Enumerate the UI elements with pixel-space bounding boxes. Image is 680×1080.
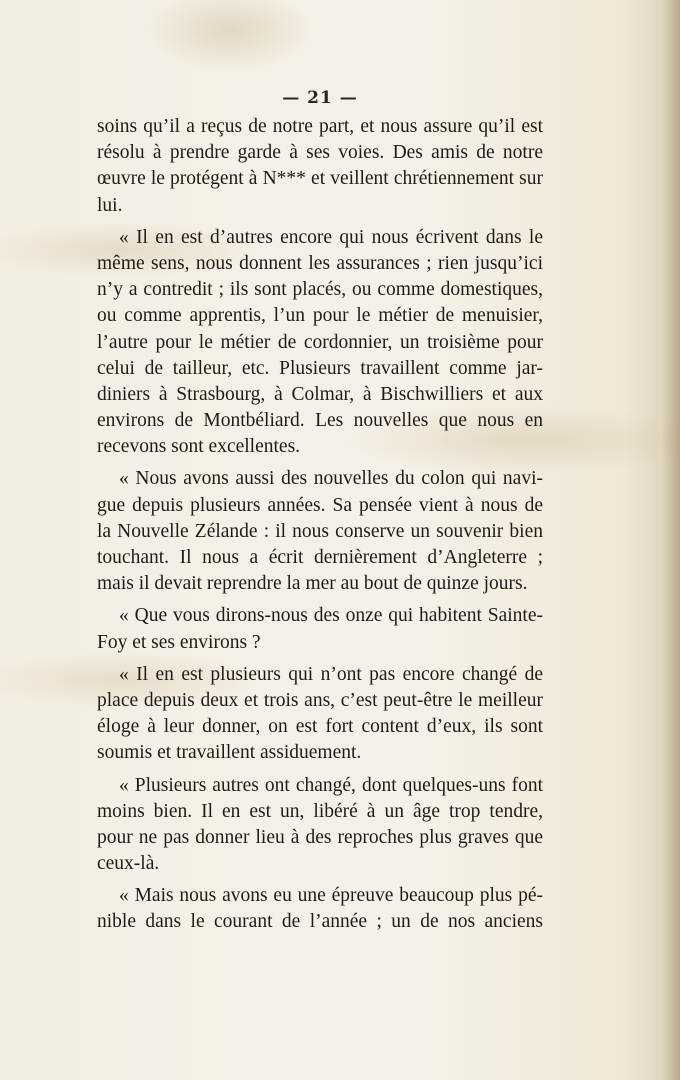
text-line: mais il devait reprendre la mer au bout de quinze jours. [97, 573, 528, 595]
text-line: place depuis deux et trois ans, c’est peut-être le meilleur [97, 689, 543, 711]
page-number: — 21 — [282, 88, 358, 108]
text-line: n’y a contredit ; ils sont placés, ou comme domestiques, [97, 279, 543, 301]
text-line: même sens, nous donnent les assurances ; rien jusqu’ici [97, 252, 543, 274]
text-line: « Nous avons aussi des nouvelles du colon qui navi- [119, 468, 543, 490]
text-line: lui. [97, 194, 123, 216]
text-line: touchant. Il nous a écrit dernièrement d’Angleterre ; [97, 547, 543, 568]
text-line: résolu à prendre garde à ses voies. Des amis de notre [97, 142, 543, 164]
text-line: environs de Montbéliard. Les nouvelles que nous en [97, 410, 543, 432]
text-line: soumis et travaillent assiduement. [97, 742, 362, 764]
text-line: « Il en est d’autres encore qui nous écrivent dans le [119, 226, 543, 248]
text-line: « Que vous dirons-nous des onze qui habitent Sainte- [119, 605, 543, 627]
text-line: Foy et ses environs ? [97, 631, 261, 653]
body-text [97, 114, 543, 936]
text-line: nible dans le courant de l’année ; un de nos anciens [97, 911, 543, 933]
text-line: éloge à leur donner, on est fort content d’eux, ils sont [97, 716, 543, 738]
text-line: celui de tailleur, etc. Plusieurs travaillent comme jar- [97, 357, 543, 379]
text-line: l’autre pour le métier de cordonnier, un troisième pour [97, 331, 543, 353]
text-line: « Mais nous avons eu une épreuve beaucoup plus pé- [119, 885, 543, 907]
text-line: pour ne pas donner lieu à des reproches plus graves que [97, 826, 543, 848]
text-line: « Plusieurs autres ont changé, dont quelques-uns font [119, 774, 543, 796]
text-line: soins qu’il a reçus de notre part, et nous assure qu’il est [97, 116, 543, 137]
text-line: diniers à Strasbourg, à Colmar, à Bischwilliers et aux [97, 383, 543, 405]
page-spine-shadow [662, 0, 680, 1080]
text-line: moins bien. Il en est un, libéré à un âge trop tendre, [97, 800, 543, 822]
text-line: la Nouvelle Zélande : il nous conserve un souvenir bien [97, 520, 543, 542]
text-line: ou comme apprentis, l’un pour le métier de menuisier, [97, 305, 543, 327]
text-line: « Il en est plusieurs qui n’ont pas encore changé de [119, 663, 543, 685]
text-line: œuvre le protégent à N*** et veillent chrétiennement sur [97, 168, 543, 190]
text-line: ceux-là. [97, 853, 160, 875]
text-line: gue depuis plusieurs années. Sa pensée vient à nous de [97, 494, 543, 516]
text-line: recevons sont excellentes. [97, 436, 301, 458]
